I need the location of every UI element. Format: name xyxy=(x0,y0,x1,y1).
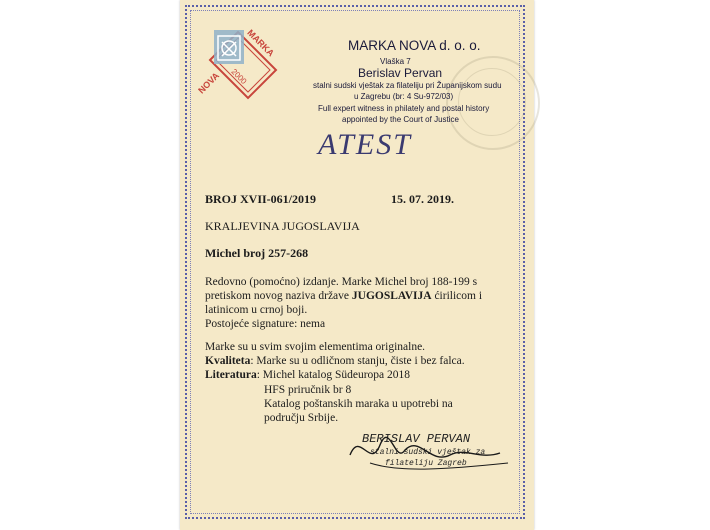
literature-line-1 xyxy=(205,369,410,381)
country-name: KRALJEVINA JUGOSLAVIJA xyxy=(205,219,360,233)
originality-line: Marke su u svim svojim elementima originalne. xyxy=(205,341,426,353)
expert-line-1: stalni sudski vještak za filateliju pri Županijskom sudu xyxy=(313,81,502,90)
body-line-2-c: ćirilicom i xyxy=(431,290,483,302)
literature-item-1: : Michel katalog Südeuropa 2018 xyxy=(256,369,411,381)
embossed-seal xyxy=(446,56,540,150)
literature-item-3: Katalog poštanskih maraka u upotrebi na xyxy=(264,398,453,410)
handwritten-signature xyxy=(340,425,520,480)
literature-item-4: području Srbije. xyxy=(264,412,339,424)
quality-line xyxy=(205,355,465,367)
literature-label: Literatura xyxy=(205,369,257,381)
michel-number: Michel broj 257-268 xyxy=(205,246,309,260)
quality-label: Kvaliteta xyxy=(205,355,251,367)
company-street: Vlaška 7 xyxy=(380,57,411,66)
signature-stamp-name: BERISLAV PERVAN xyxy=(362,432,471,446)
expert-name: Berislav Pervan xyxy=(358,66,443,80)
expert-line-3: Full expert witness in philately and postal history xyxy=(318,104,490,113)
expert-line-2: u Zagrebu (br: 4 Su-972/03) xyxy=(354,92,454,101)
body-line-2-bold: JUGOSLAVIJA xyxy=(351,290,432,302)
quality-text: : Marke su u odličnom stanju, čiste i bez falca. xyxy=(250,355,465,367)
expert-line-4: appointed by the Court of Justice xyxy=(342,115,459,124)
document-title: ATEST xyxy=(318,128,412,161)
body-line-1: Redovno (pomoćno) izdanje. Marke Michel broj 188-199 s xyxy=(205,276,478,288)
body-line-3: latinicom u crnoj boji. xyxy=(205,304,308,316)
signatures-line: Postojeće signature: nema xyxy=(205,318,326,330)
stamp-text-marka: MARKA xyxy=(245,27,277,59)
certificate-date: 15. 07. 2019. xyxy=(391,192,454,206)
signature-stamp-line-1: stalni sudski vještak za xyxy=(370,448,486,457)
body-line-2-a: pretiskom novog naziva države xyxy=(205,290,352,302)
body-line-2 xyxy=(205,290,482,302)
stamp-text-nova: NOVA xyxy=(196,70,222,96)
marka-nova-stamp-logo xyxy=(198,20,284,106)
signature-stamp-line-2: filateliju Zagreb xyxy=(385,459,467,468)
stamp-year: 2000 xyxy=(229,67,249,86)
literature-item-2: HFS priručnik br 8 xyxy=(264,384,352,396)
certificate-number: BROJ XVII-061/2019 xyxy=(205,192,317,206)
company-name: MARKA NOVA d. o. o. xyxy=(348,38,481,53)
